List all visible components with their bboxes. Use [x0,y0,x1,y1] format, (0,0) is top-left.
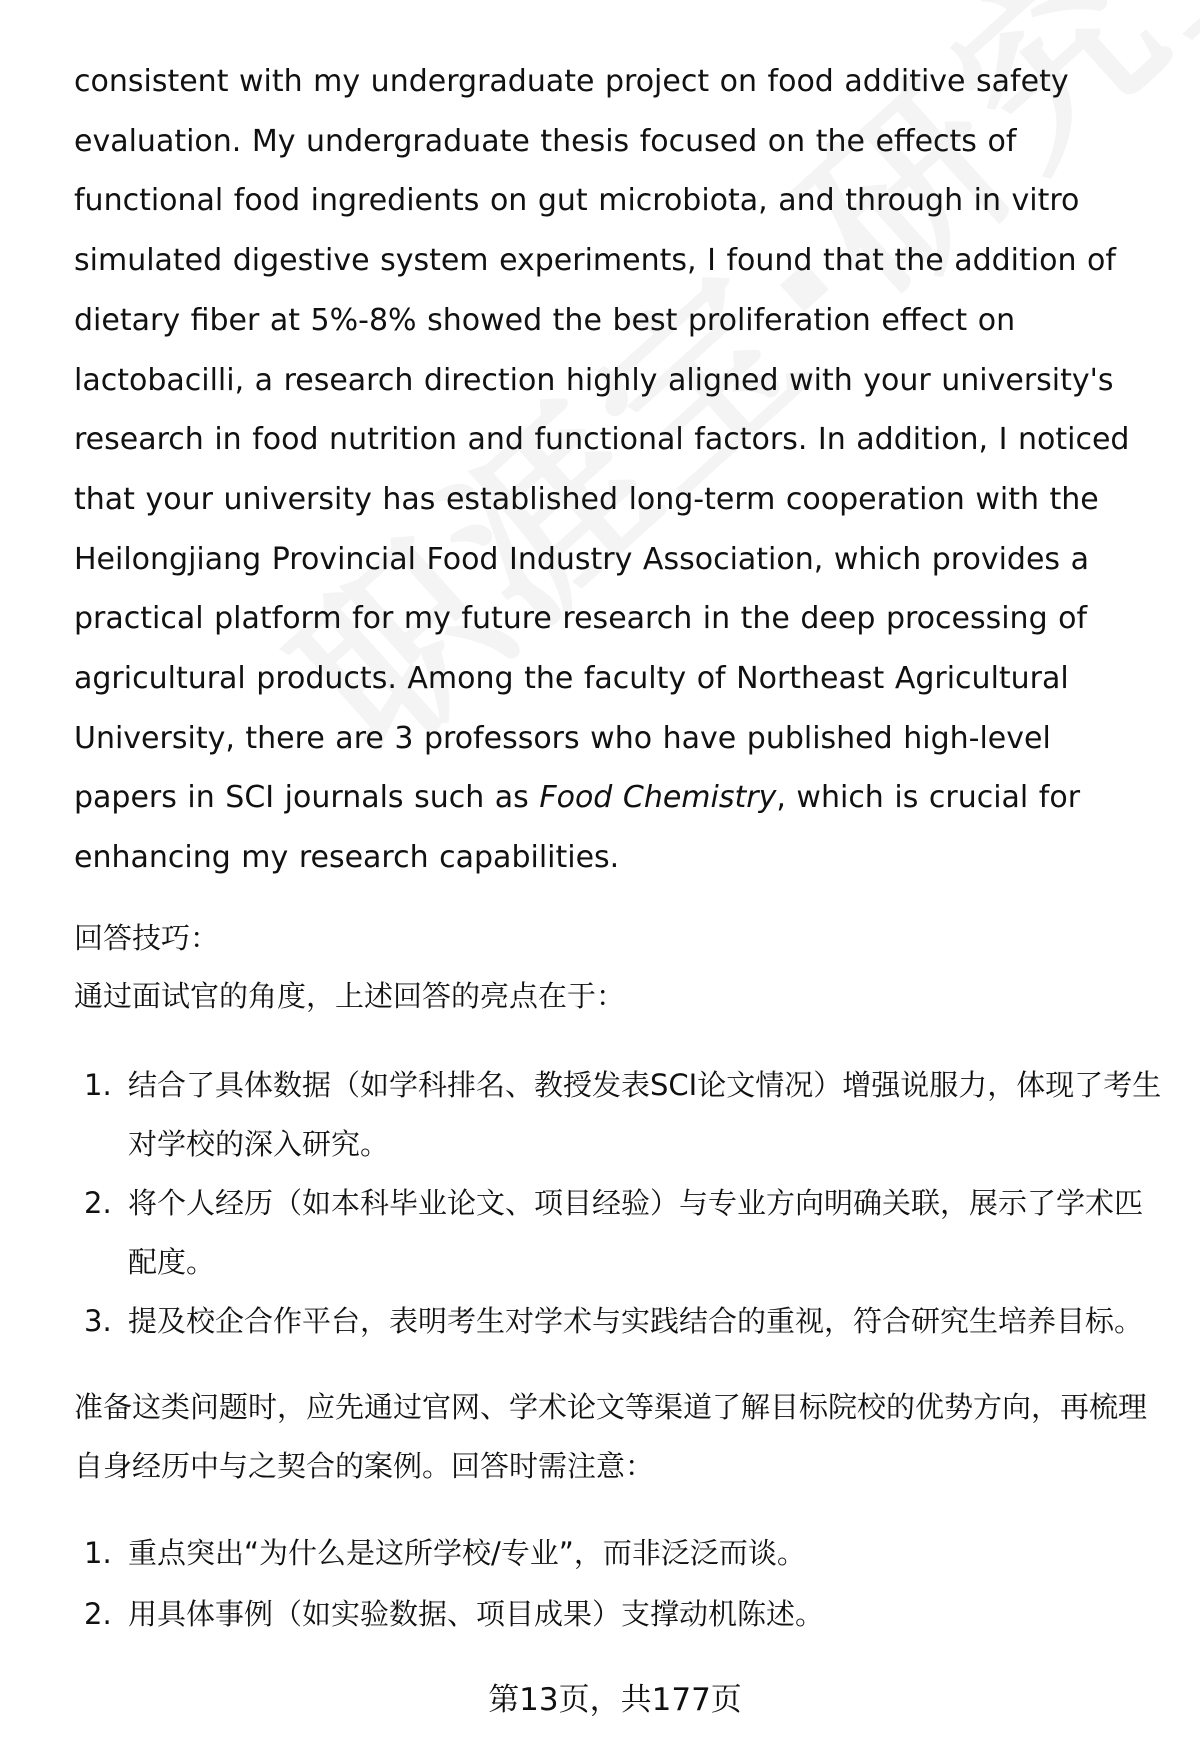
journal-name: Food Chemistry [539,780,777,816]
list-item [74,1584,1164,1645]
list-number: 1. [84,1535,112,1570]
answer-text-end: , which is crucial for enhancing my research capabilities. [74,780,1081,876]
list-item-text: 将个人经历（如本科毕业论文、项目经验）与专业方向明确关联，展示了学术匹配度。 [128,1185,1144,1279]
list-number: 2. [84,1185,112,1220]
list-item [74,1292,1164,1351]
list-item [74,1523,1164,1584]
page-content [74,52,1164,1645]
preparation-paragraph: 准备这类问题时，应先通过官网、学术论文等渠道了解目标院校的优势方向，再梳理自身经历中与之契合的案例。回答时需注意： [74,1389,1148,1483]
list-item-text: 用具体事例（如实验数据、项目成果）支撑动机陈述。 [128,1596,825,1631]
english-answer-paragraph [74,52,1164,888]
list-number: 1. [84,1067,112,1102]
list-item-text: 结合了具体数据（如学科排名、教授发表SCI论文情况）增强说服力，体现了考生对学校的深入研究。 [128,1067,1162,1161]
answer-text-start: consistent with my undergraduate project on food additive safety evaluation. My undergraduate thesis focused on the effects of functional food ingredients on gut microbiota, and through in vitro simulated digestive system experiments, I found that the addition of dietary fiber at 5%-8% showed the best proliferation effect on lactobacilli, a research direction highly aligned with your university's research in food nutrition and functional factors. In addition, I noticed that your university has established long-term cooperation with the Heilongjiang Provincial Food Industry Association, which provides a practical platform for my future research in the deep processing of agricultural products. Among the faculty of Northeast Agricultural University, there are 3 professors who have published high-level papers in SCI journals such as [74,64,1130,816]
list-item-text: 提及校企合作平台，表明考生对学术与实践结合的重视，符合研究生培养目标。 [128,1303,1144,1338]
list-number: 3. [84,1303,112,1338]
list-item [74,1174,1164,1292]
notes-list [74,1523,1164,1645]
list-number: 2. [84,1596,112,1631]
tips-heading: 回答技巧： [74,920,220,955]
page-footer: 第13页，共177页 [488,1682,742,1718]
tips-intro: 通过面试官的角度，上述回答的亮点在于： [74,978,626,1013]
list-item [74,1056,1164,1174]
highlights-list [74,1056,1164,1351]
list-item-text: 重点突出“为什么是这所学校/专业”，而非泛泛而谈。 [128,1535,806,1570]
